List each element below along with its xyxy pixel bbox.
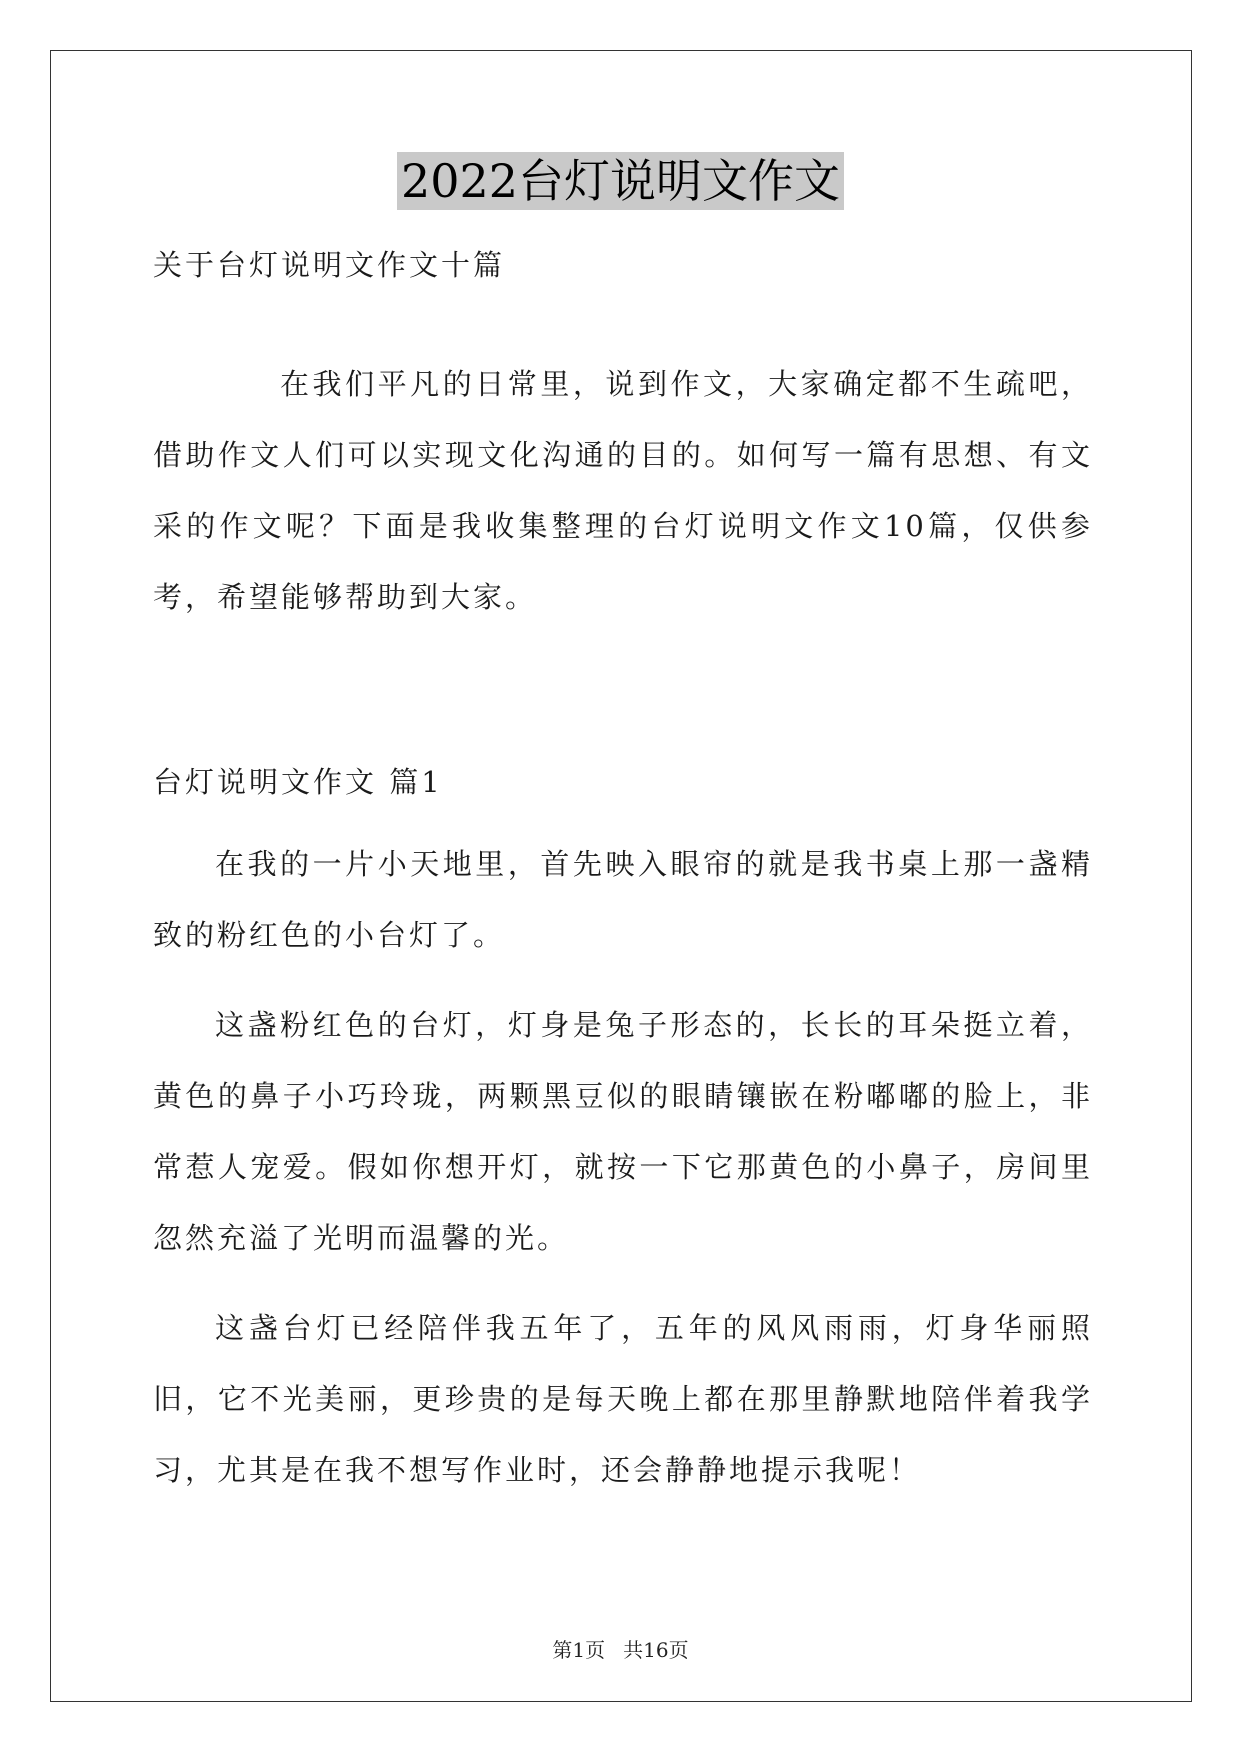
document-subtitle: 关于台灯说明文作文十篇 [153, 248, 506, 282]
page-footer [0, 1634, 1241, 1663]
body-paragraph-3: 这盏台灯已经陪伴我五年了，五年的风风雨雨，灯身华丽照旧，它不光美丽，更珍贵的是每天晚上都在那里静默地陪伴着我学习，尤其是在我不想写作业时，还会静静地提示我呢！ [153, 1311, 1093, 1487]
page-number-current: 第1页 [552, 1638, 606, 1662]
body-paragraph-2: 这盏粉红色的台灯，灯身是兔子形态的，长长的耳朵挺立着，黄色的鼻子小巧玲珑，两颗黑豆似的眼睛镶嵌在粉嘟嘟的脸上，非常惹人宠爱。假如你想开灯，就按一下它那黄色的小鼻子，房间里忽然充溢了光明而温馨的光。 [153, 1008, 1093, 1255]
intro-paragraph: 在我们平凡的日常里，说到作文，大家确定都不生疏吧，借助作文人们可以实现文化沟通的目的。如何写一篇有思想、有文采的作文呢？下面是我收集整理的台灯说明文作文10篇，仅供参考，希望能够帮助到大家。 [153, 367, 1093, 614]
page-number-total: 共16页 [623, 1638, 689, 1662]
document-title: 2022台灯说明文作文 [397, 152, 844, 210]
title-container [0, 152, 1241, 210]
section-heading: 台灯说明文作文 篇1 [153, 765, 443, 799]
body-paragraph-1: 在我的一片小天地里，首先映入眼帘的就是我书桌上那一盏精致的粉红色的小台灯了。 [153, 847, 1093, 952]
